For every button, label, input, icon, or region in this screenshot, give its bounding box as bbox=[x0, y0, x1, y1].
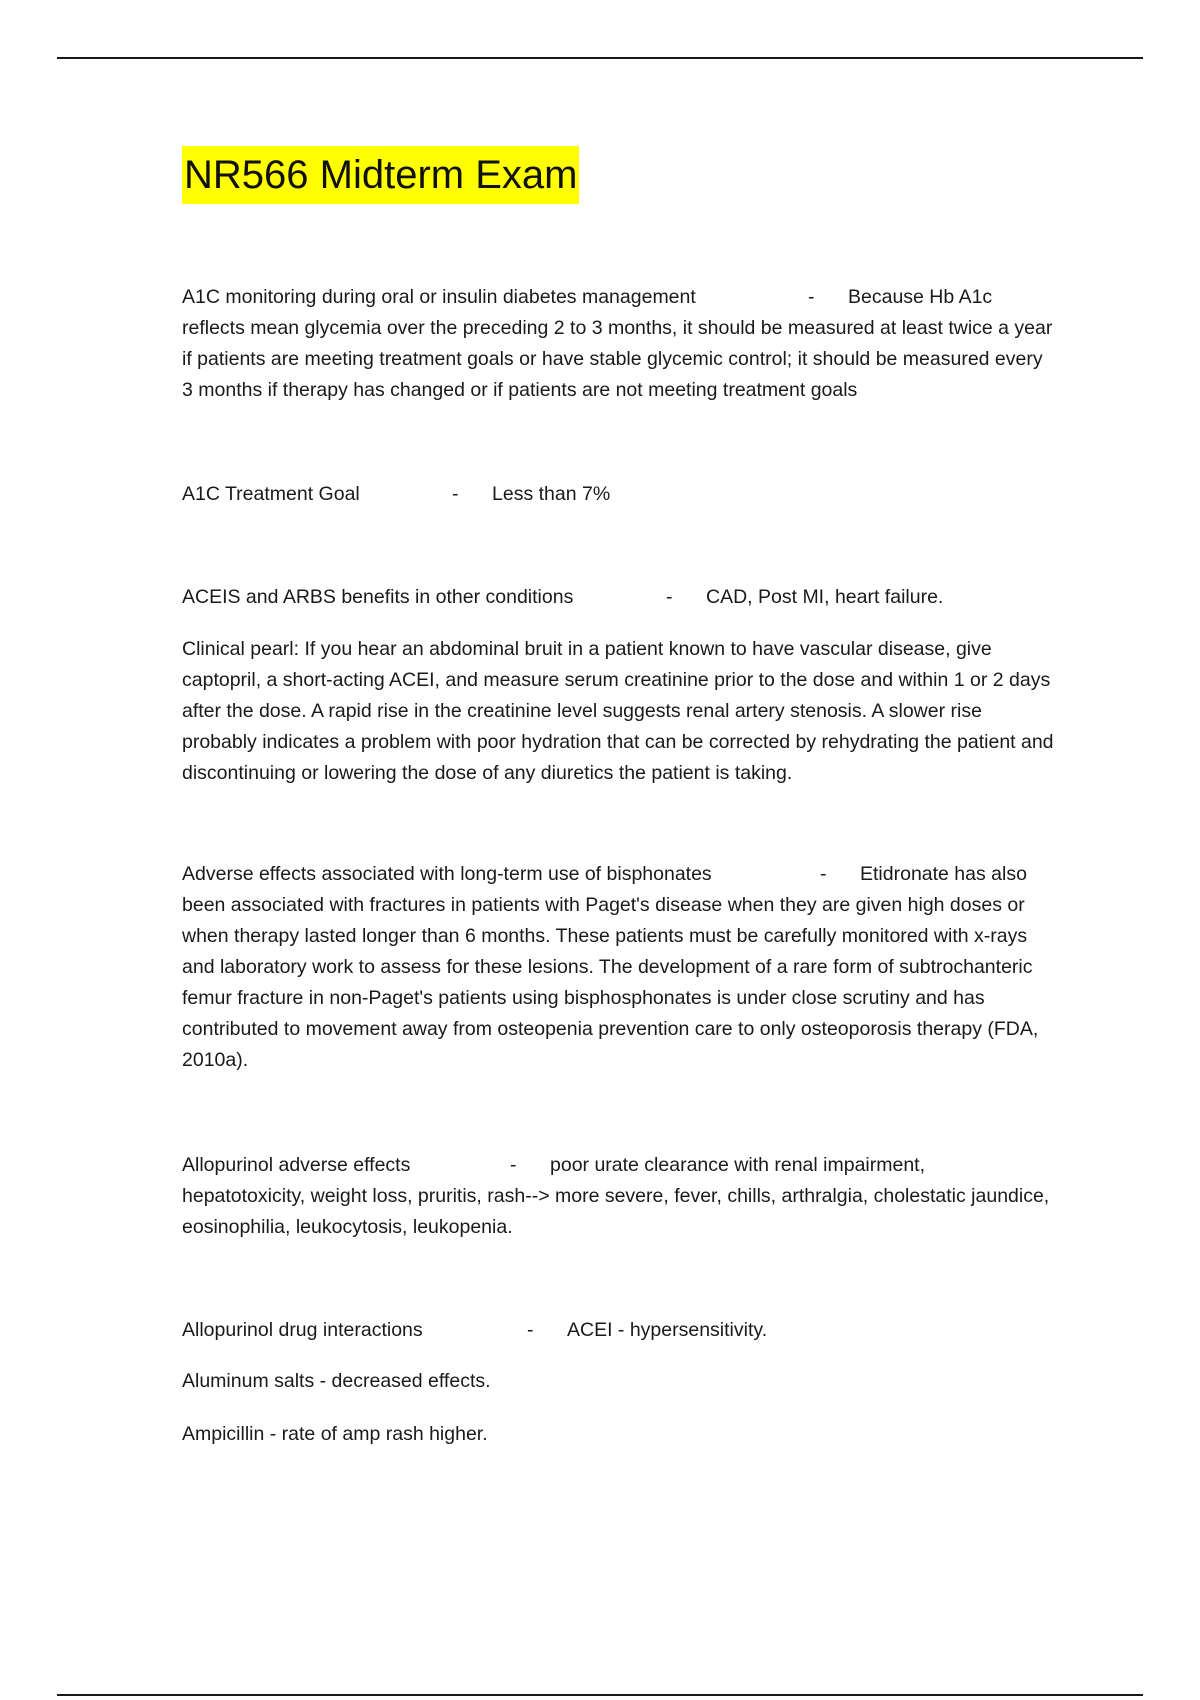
entry-definition-start: Because Hb A1c bbox=[848, 286, 993, 308]
entry-term: Adverse effects associated with long-term use of bisphonates bbox=[182, 863, 712, 885]
footer-rule bbox=[57, 1694, 1143, 1696]
header-rule bbox=[57, 57, 1143, 59]
entry-term: A1C monitoring during oral or insulin diabetes management bbox=[182, 286, 696, 308]
entry-separator: - bbox=[808, 286, 815, 308]
entry-separator: - bbox=[527, 1319, 534, 1341]
entry-allopurinol-interactions bbox=[182, 1315, 1054, 1346]
entry-allopurinol-adverse bbox=[182, 1150, 1054, 1243]
entry-definition: hepatotoxicity, weight loss, pruritis, rash--> more severe, fever, chills, arthralgia, cholestatic jaundice, eosinophilia, leukocytosis, leukopenia. bbox=[182, 1185, 1050, 1238]
entry-separator: - bbox=[452, 483, 459, 505]
interaction-note-aluminum: Aluminum salts - decreased effects. bbox=[182, 1370, 491, 1392]
entry-a1c-monitoring bbox=[182, 282, 1054, 406]
entry-term: Allopurinol drug interactions bbox=[182, 1319, 423, 1341]
entry-bisphonates bbox=[182, 859, 1054, 1076]
document-title: NR566 Midterm Exam bbox=[182, 146, 579, 204]
entry-term: A1C Treatment Goal bbox=[182, 483, 360, 505]
entry-aceis-arbs bbox=[182, 582, 1054, 613]
entry-separator: - bbox=[510, 1154, 517, 1176]
entry-definition-start: poor urate clearance with renal impairment, bbox=[550, 1154, 926, 1176]
entry-definition: been associated with fractures in patients with Paget's disease when they are given high doses or when therapy lasted longer than 6 months. These patients must be carefully monitored with x-rays and laboratory work to assess for these lesions. The development of a rare form of subtrochanteric femur fracture in non-Paget's patients using bisphosphonates is under close scrutiny and has contributed to movement away from osteopenia prevention care to only osteoporosis therapy (FDA, 2010a). bbox=[182, 894, 1039, 1071]
interaction-note-ampicillin: Ampicillin - rate of amp rash higher. bbox=[182, 1423, 488, 1445]
entry-separator: - bbox=[666, 586, 673, 608]
entry-definition-start: Etidronate has also bbox=[860, 863, 1027, 885]
entry-term: Allopurinol adverse effects bbox=[182, 1154, 411, 1176]
entry-a1c-goal bbox=[182, 479, 1054, 510]
clinical-pearl: Clinical pearl: If you hear an abdominal bruit in a patient known to have vascular disease, give captopril, a short-acting ACEI, and measure serum creatinine prior to the dose and within 1 or 2 days after the dose. A rapid rise in the creatinine level suggests renal artery stenosis. A slower rise probably indicates a problem with poor hydration that can be corrected by rehydrating the patient and discontinuing or lowering the dose of any diuretics the patient is taking. bbox=[182, 638, 1054, 784]
entry-definition-start: ACEI - hypersensitivity. bbox=[567, 1319, 768, 1341]
entry-definition-start: CAD, Post MI, heart failure. bbox=[706, 586, 944, 608]
entry-definition: reflects mean glycemia over the preceding 2 to 3 months, it should be measured at least twice a year if patients are meeting treatment goals or have stable glycemic control; it should be measured every 3 months if therapy has changed or if patients are not meeting treatment goals bbox=[182, 317, 1053, 401]
entry-definition-start: Less than 7% bbox=[492, 483, 611, 505]
entry-term: ACEIS and ARBS benefits in other conditions bbox=[182, 586, 574, 608]
entry-separator: - bbox=[820, 863, 827, 885]
